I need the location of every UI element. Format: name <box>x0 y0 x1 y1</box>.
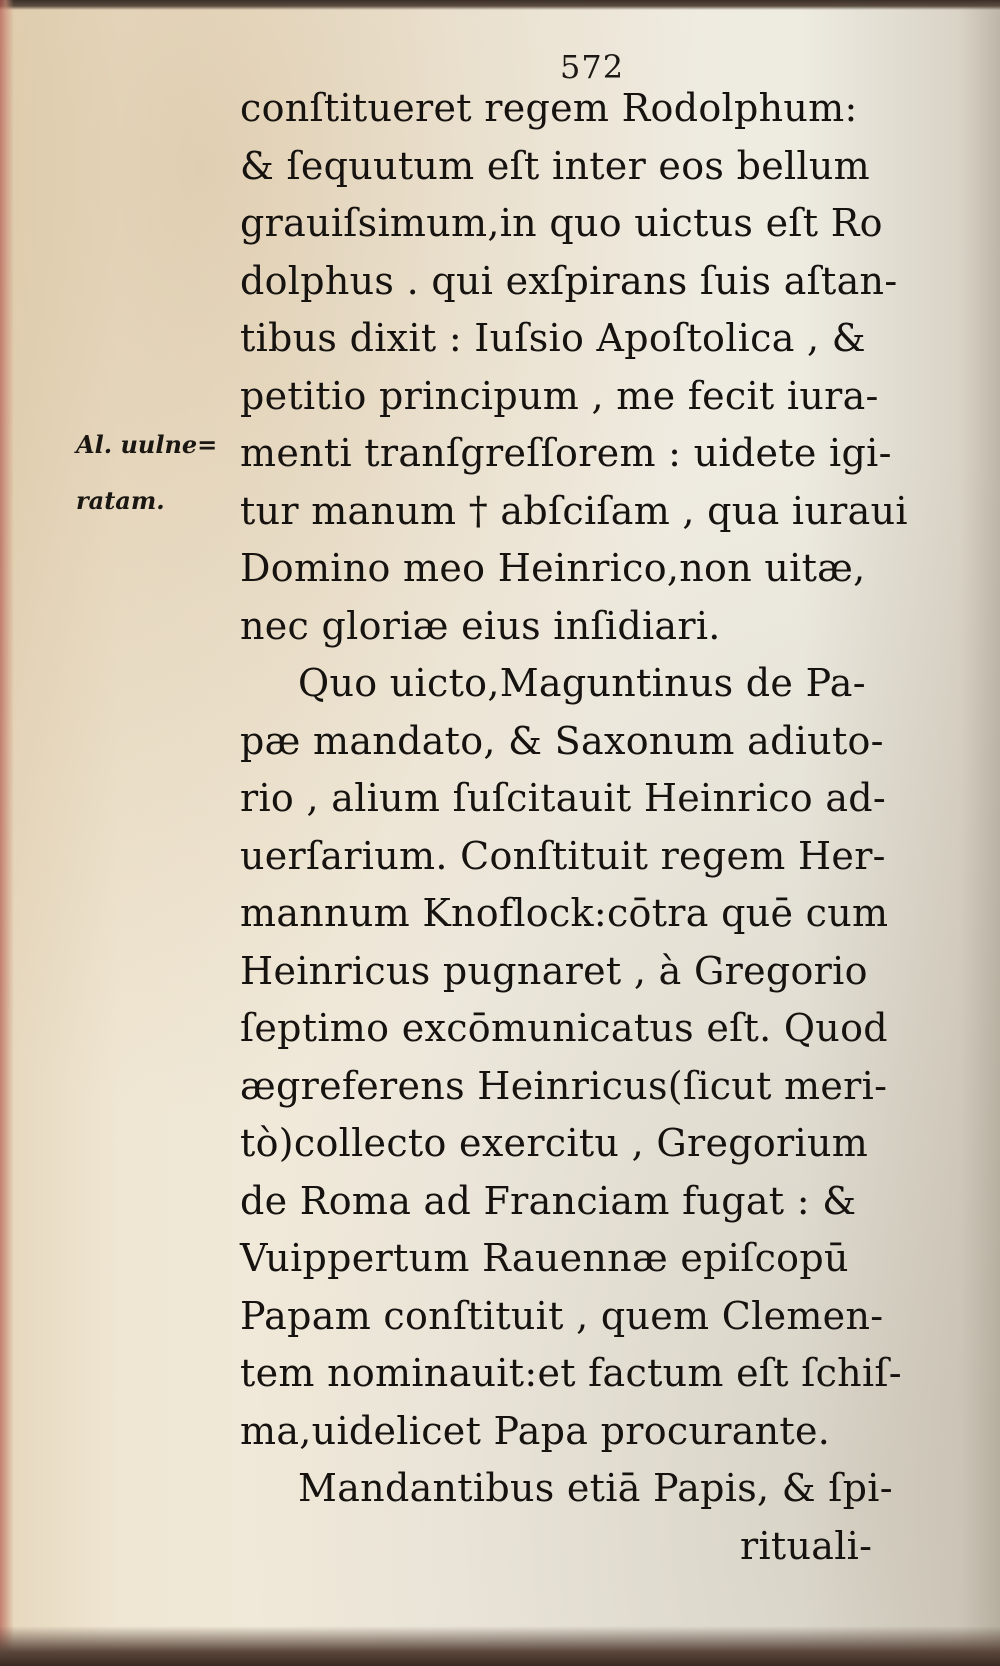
text-line-24: ma,uidelicet Papa procurante. <box>240 1408 831 1453</box>
text-line-17: ſeptimo excōmunicatus eſt. Quod <box>240 1006 888 1050</box>
text-line-10: nec gloriæ eius inſidiari. <box>240 603 721 648</box>
text-line-20: de Roma ad Franciam fugat : & <box>240 1178 857 1223</box>
text-line-19: tò)collecto exercitu , Gregorium <box>240 1121 869 1165</box>
text-line-6: petitio principum , me fecit iura- <box>240 373 879 418</box>
page-left-edge <box>0 0 14 1666</box>
text-line-22: Papam conſtituit , quem Clemen- <box>240 1293 884 1338</box>
page-number: 572 <box>560 48 625 86</box>
text-line-16: Heinricus pugnaret , à Gregorio <box>240 948 868 993</box>
marginal-note-line-1: Al. uulne= <box>76 430 218 459</box>
text-line-11: Quo uicto,Maguntinus de Pa- <box>298 661 866 705</box>
text-line-7: menti tranſgreſſorem : uidete igi- <box>240 431 892 475</box>
text-line-18: ægreferens Heinricus(ſicut meri- <box>240 1063 888 1108</box>
text-line-25: Mandantibus etiā Papis, & ſpi- <box>298 1466 893 1510</box>
main-text-block <box>240 80 920 1575</box>
text-line-23: tem nominauit:et factum eſt ſchiſ- <box>240 1351 902 1395</box>
text-line-12: pæ mandato, & Saxonum adiuto- <box>240 718 884 763</box>
catchword: rituali- <box>740 1523 873 1568</box>
text-line-9: Domino meo Heinrico,non uitæ, <box>240 546 866 590</box>
text-line-1: conſtitueret regem Rodolphum: <box>240 86 858 130</box>
text-line-21: Vuippertum Rauennæ epiſcopū <box>240 1236 849 1280</box>
text-line-4: dolphus . qui exſpirans ſuis aſtan- <box>240 258 898 303</box>
text-line-15: mannum Knoflock:cōtra quē cum <box>240 891 889 935</box>
text-line-5: tibus dixit : Iuſsio Apoſtolica , & <box>240 316 866 360</box>
text-line-3: grauiſsimum,in quo uictus eſt Ro <box>240 201 883 245</box>
page-top-edge <box>0 0 1000 10</box>
page-bottom-edge <box>0 1626 1000 1666</box>
marginal-note-line-2: ratam. <box>76 486 165 515</box>
text-line-13: rio , alium ſuſcitauit Heinrico ad- <box>240 776 887 820</box>
text-line-14: uerſarium. Conſtituit regem Her- <box>240 833 886 878</box>
text-line-2: & ſequutum eſt inter eos bellum <box>240 143 870 188</box>
text-line-8: tur manum † abſciſam , qua iuraui <box>240 488 908 533</box>
